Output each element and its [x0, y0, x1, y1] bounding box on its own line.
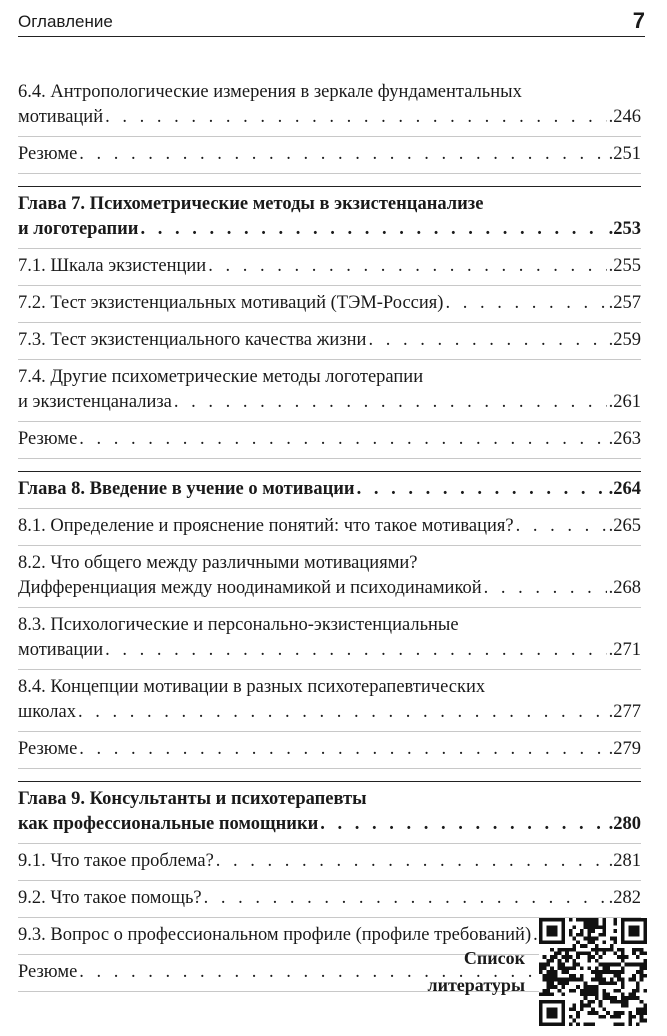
toc-entry-leader-line [18, 291, 641, 316]
dot-leader [78, 700, 607, 725]
toc-page-number: .257 [608, 293, 641, 313]
toc-entry-title: Дифференциация между ноодинамикой и психодинамикой [18, 578, 482, 598]
toc-entry-line: 6.4. Антропологические измерения в зеркале фундаментальных [18, 82, 522, 102]
toc-entry-leader-line [18, 217, 641, 242]
toc-entry-title: 9.1. Что такое проблема? [18, 851, 214, 871]
toc-entry-title: 7.3. Тест экзистенциального качества жизни [18, 330, 367, 350]
toc-entry-leader-line [18, 576, 641, 601]
toc-entry-title: школах [18, 702, 76, 722]
toc-entry[interactable] [18, 844, 641, 881]
toc-entry-leader-line [18, 812, 641, 837]
toc-page-number: .282 [608, 888, 641, 908]
dot-leader [79, 142, 606, 167]
toc-entry-leader-line [18, 254, 641, 279]
toc-entry[interactable] [18, 881, 641, 918]
toc-page-number: .277 [608, 702, 641, 722]
toc-entry-title: 9.3. Вопрос о профессиональном профиле (профиле требований) [18, 925, 532, 945]
toc-entry[interactable] [18, 732, 641, 769]
toc-entry-leader-line [18, 886, 641, 911]
toc-chapter[interactable] [18, 471, 641, 509]
dot-leader [105, 105, 607, 130]
toc-entry-line: 8.4. Концепции мотивации в разных психотерапевтических [18, 677, 486, 697]
toc-entry-title: Резюме [18, 962, 78, 982]
toc-entry-title: Резюме [18, 429, 78, 449]
toc-entry-leader-line [18, 142, 641, 167]
toc-entry[interactable] [18, 670, 641, 732]
table-of-contents [18, 80, 641, 992]
toc-entry-title: 8.1. Определение и прояснение понятий: что такое мотивация? [18, 516, 514, 536]
toc-entry-title: как профессиональные помощники [18, 814, 319, 834]
toc-entry-line: Глава 9. Консультанты и психотерапевты [18, 789, 367, 809]
toc-chapter[interactable] [18, 186, 641, 249]
running-header [18, 10, 645, 37]
toc-page-number: .271 [608, 640, 641, 660]
dot-leader [174, 390, 607, 415]
toc-page-number: .253 [608, 219, 641, 239]
toc-entry-title: и экзистенцанализа [18, 392, 172, 412]
toc-entry[interactable] [18, 608, 641, 670]
toc-entry[interactable] [18, 422, 641, 459]
toc-entry[interactable] [18, 137, 641, 174]
dot-leader [208, 254, 606, 279]
toc-entry-title: 7.2. Тест экзистенциальных мотиваций (ТЭМ-Россия) [18, 293, 444, 313]
toc-entry-line: Глава 7. Психометрические методы в экзистенцанализе [18, 194, 484, 214]
toc-entry-leader-line [18, 638, 641, 663]
toc-page-number: .281 [608, 851, 641, 871]
toc-page-number: .259 [608, 330, 641, 350]
toc-entry[interactable] [18, 546, 641, 608]
toc-page-number: .251 [608, 144, 641, 164]
toc-entry-title: мотивации [18, 640, 104, 660]
dot-leader [320, 812, 606, 837]
toc-entry-line: 8.3. Психологические и персонально-экзистенциальные [18, 615, 459, 635]
toc-entry-leader-line [18, 427, 641, 452]
toc-entry-title: и логотерапии [18, 219, 139, 239]
literature-label [427, 945, 525, 999]
literature-label-line2: литературы [427, 975, 525, 995]
dot-leader [357, 477, 607, 502]
toc-chapter[interactable] [18, 781, 641, 844]
dot-leader [516, 514, 607, 539]
toc-page-number: .263 [608, 429, 641, 449]
literature-link[interactable] [427, 918, 647, 1026]
literature-label-line1: Список [463, 948, 525, 968]
dot-leader [79, 737, 606, 762]
toc-entry[interactable] [18, 286, 641, 323]
toc-entry-title: Резюме [18, 144, 78, 164]
dot-leader [368, 328, 606, 353]
toc-page-number: .280 [608, 814, 641, 834]
toc-entry-leader-line [18, 328, 641, 353]
toc-entry[interactable] [18, 323, 641, 360]
toc-page-number: .255 [608, 256, 641, 276]
toc-page-number: .268 [608, 578, 641, 598]
toc-entry-line: 7.4. Другие психометрические методы логотерапии [18, 367, 424, 387]
toc-entry-title: мотиваций [18, 107, 104, 127]
toc-entry[interactable] [18, 509, 641, 546]
toc-entry-title: Глава 8. Введение в учение о мотивации [18, 479, 355, 499]
toc-entry-leader-line [18, 390, 641, 415]
toc-entry-leader-line [18, 514, 641, 539]
qr-code-icon[interactable] [539, 918, 647, 1026]
toc-entry-line: 8.2. Что общего между различными мотивациями? [18, 553, 418, 573]
page-number: 7 [632, 8, 645, 33]
toc-entry-leader-line [18, 737, 641, 762]
toc-page-number: .279 [608, 739, 641, 759]
toc-entry-leader-line [18, 105, 641, 130]
dot-leader [105, 638, 607, 663]
toc-entry-leader-line [18, 477, 641, 502]
toc-page-number: .265 [608, 516, 641, 536]
toc-entry-leader-line [18, 700, 641, 725]
toc-page-number: .261 [608, 392, 641, 412]
header-title: Оглавление [18, 12, 113, 31]
toc-entry-title: 9.2. Что такое помощь? [18, 888, 202, 908]
toc-entry-title: 7.1. Шкала экзистенции [18, 256, 207, 276]
dot-leader [204, 886, 607, 911]
toc-entry-title: Резюме [18, 739, 78, 759]
dot-leader [484, 576, 607, 601]
toc-page-number: .246 [608, 107, 641, 127]
dot-leader [445, 291, 606, 316]
toc-entry[interactable] [18, 249, 641, 286]
dot-leader [216, 849, 607, 874]
toc-entry[interactable] [18, 360, 641, 422]
toc-entry[interactable] [18, 80, 641, 137]
dot-leader [79, 427, 606, 452]
toc-entry-leader-line [18, 849, 641, 874]
dot-leader [140, 217, 606, 242]
toc-page-number: .264 [608, 479, 641, 499]
